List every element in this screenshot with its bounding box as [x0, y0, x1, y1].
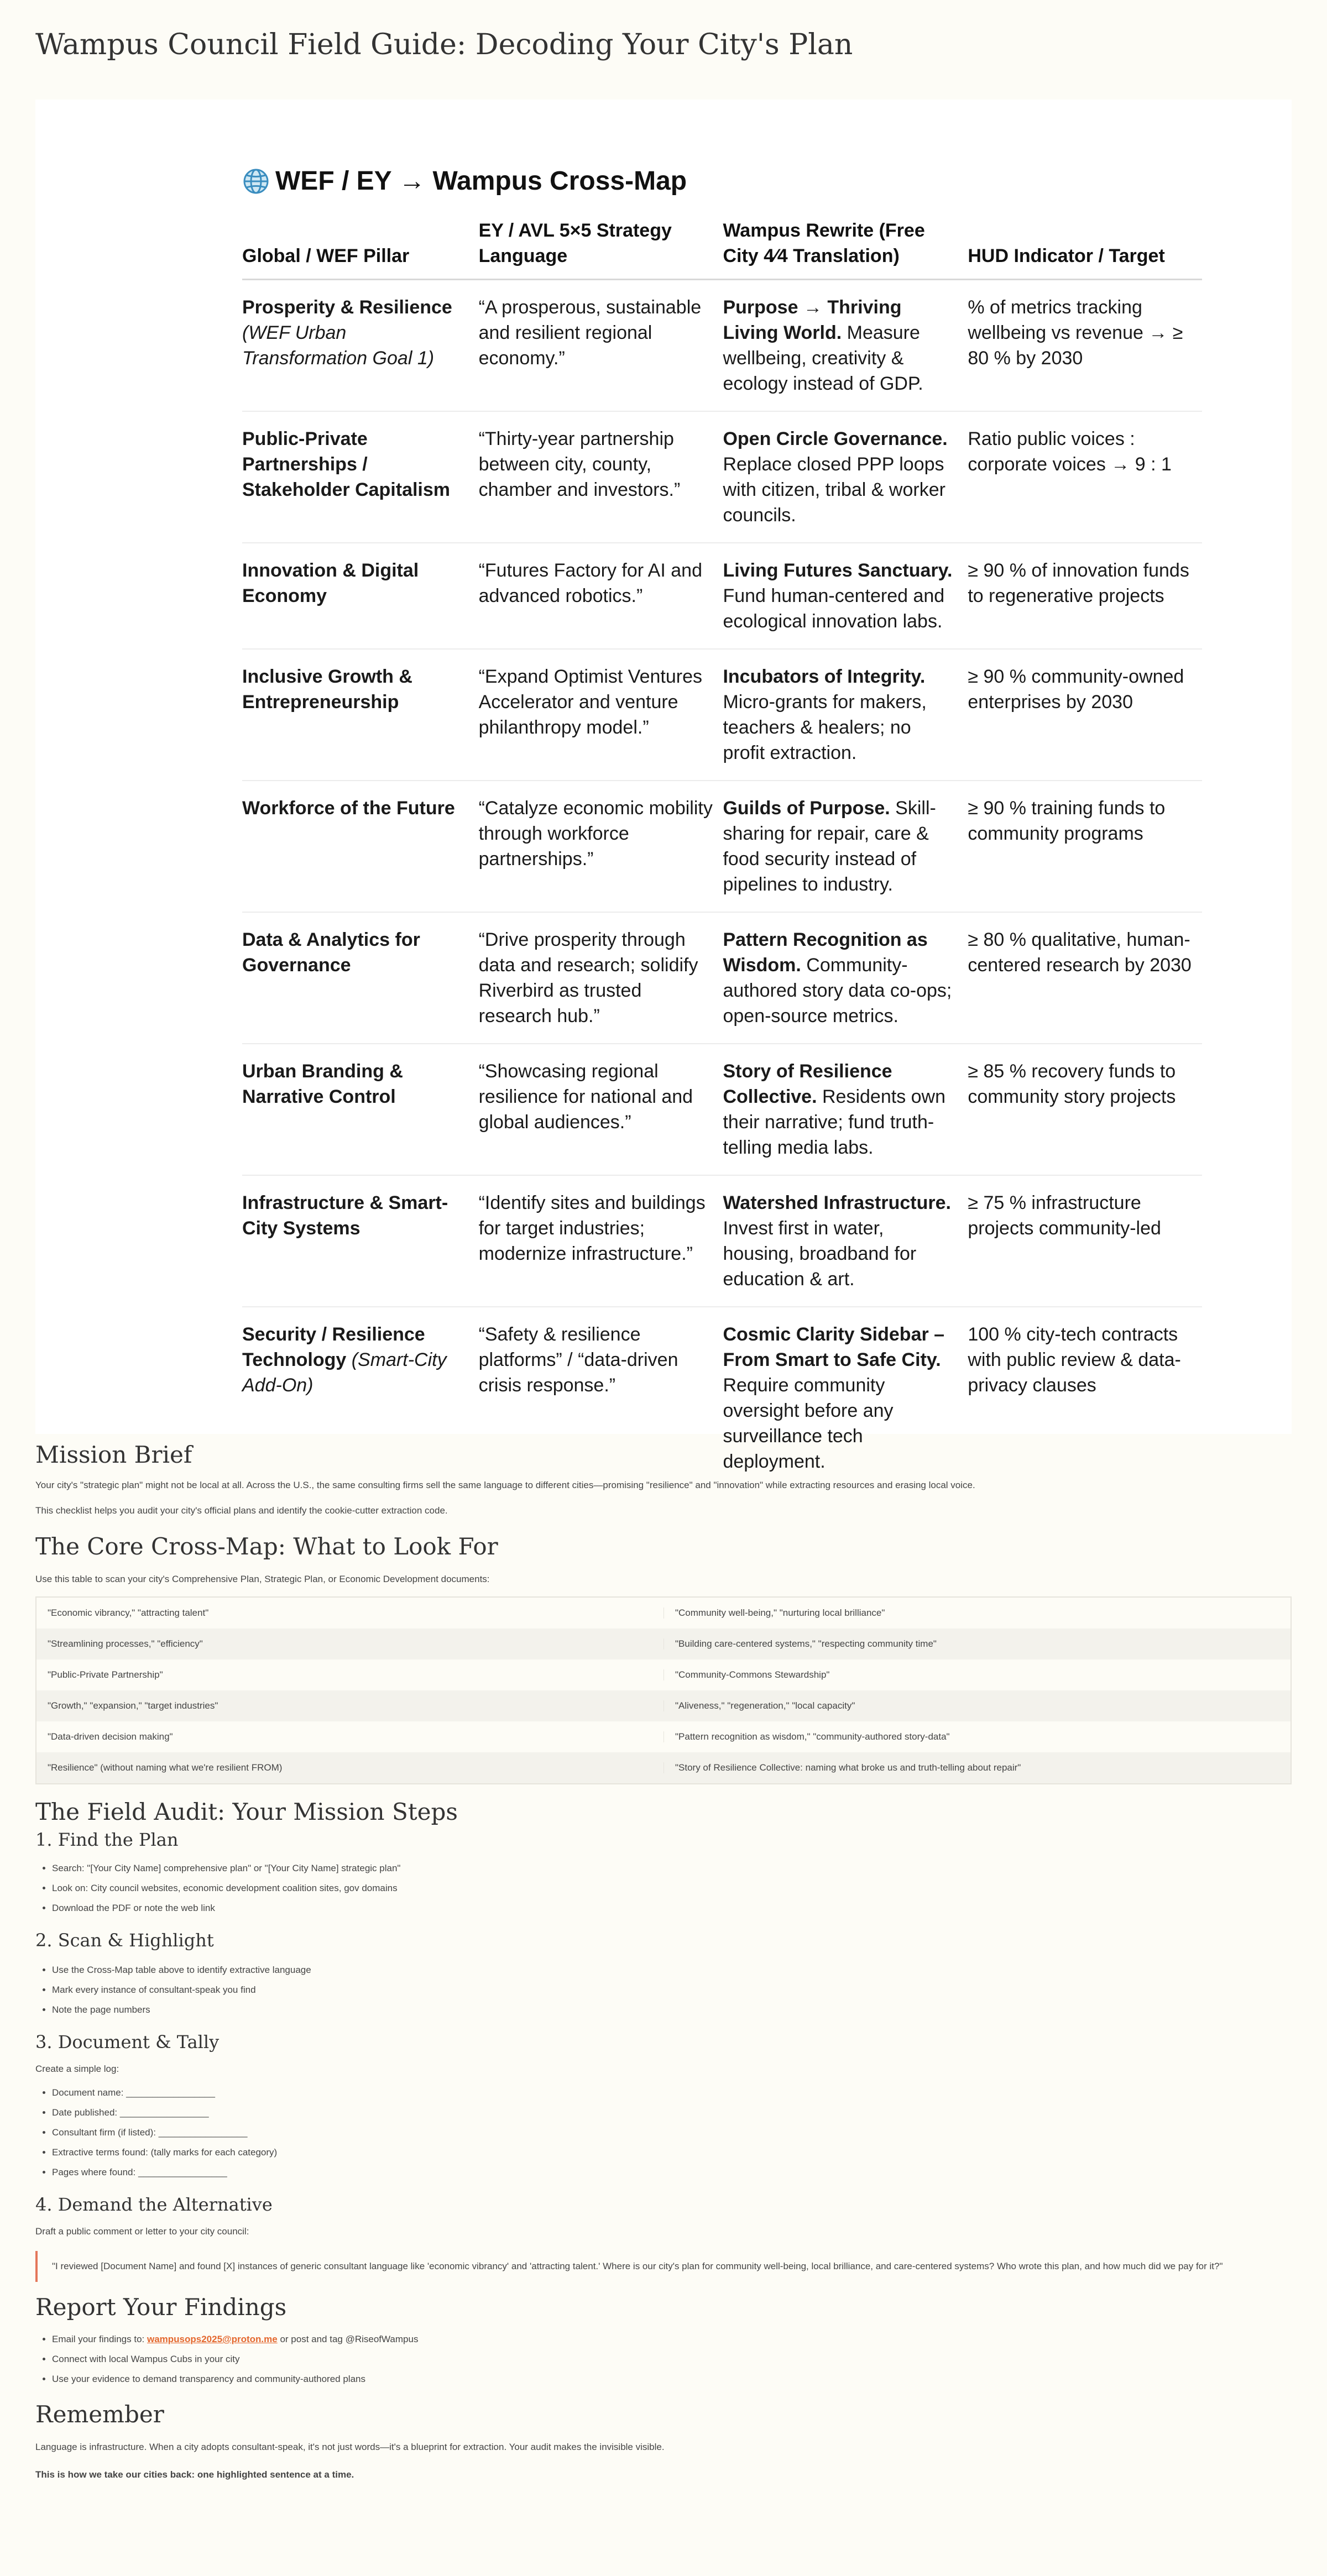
rewrite-cell: [723, 781, 968, 912]
ey-language-cell: “A prosperous, sustainable and resilient regional economy.”: [479, 280, 723, 412]
rewrite-body: Replace closed PPP loops with citizen, tribal & worker councils.: [723, 454, 945, 526]
extractive-term-cell: "Economic vibrancy," "attracting talent": [48, 1608, 209, 1618]
report-list: [35, 2329, 1292, 2389]
rewrite-body: Fund human-centered and ecological innovation labs.: [723, 585, 945, 632]
list-item: [52, 2329, 1292, 2349]
report-findings: [35, 2292, 1292, 2389]
ey-language-cell: “Expand Optimist Ventures Accelerator and venture philanthropy model.”: [479, 649, 723, 781]
ey-language-cell: “Catalyze economic mobility through workforce partnerships.”: [479, 781, 723, 912]
extractive-term-cell: "Streamlining processes," "efficiency": [48, 1638, 203, 1649]
table-row: [36, 1598, 1291, 1629]
pillar-cell: [242, 411, 479, 543]
list-item: • Note the page numbers: [52, 2000, 1292, 2020]
pillar-cell: [242, 781, 479, 912]
rewrite-heading: Purpose → Thriving Living World.: [723, 297, 902, 343]
hud-target-cell: % of metrics tracking wellbeing vs revenue → ≥ 80 % by 2030: [968, 280, 1202, 412]
rewrite-heading: Guilds of Purpose.: [723, 798, 890, 819]
extractive-term-cell: "Growth," "expansion," "target industries": [48, 1700, 218, 1711]
mission-paragraph: Your city's "strategic plan" might not be local at all. Across the U.S., the same consulting firms sell the same language to different cities—promising "resilience" and "innovation" while extracting resources and erasing local voice.: [35, 1480, 975, 1490]
report-heading: Report Your Findings: [35, 2294, 287, 2321]
hud-target-cell: ≥ 75 % infrastructure projects community-led: [968, 1175, 1202, 1307]
ey-language-cell: “Thirty-year partnership between city, county, chamber and investors.”: [479, 411, 723, 543]
rewrite-heading: Cosmic Clarity Sidebar – From Smart to Safe City.: [723, 1324, 945, 1370]
crossmap-header-row: [242, 218, 1202, 280]
pillar-name: Workforce of the Future: [242, 798, 455, 819]
rewrite-cell: [723, 912, 968, 1044]
step1-list: [35, 1858, 1292, 1918]
crossmap-table: [242, 218, 1202, 1489]
pillar-name: Innovation & Digital Economy: [242, 560, 419, 606]
core-crossmap: [35, 1531, 1292, 1784]
field-audit: [35, 1797, 1292, 2282]
rewrite-cell: [723, 280, 968, 412]
crossmap-row: [242, 649, 1202, 781]
list-item: • Extractive terms found: (tally marks for each category): [52, 2143, 1292, 2163]
pillar-name: Security / Resilience Technology: [242, 1324, 425, 1370]
step3-list: [35, 2083, 1292, 2182]
mission-paragraph: This checklist helps you audit your city's official plans and identify the cookie-cutter extraction code.: [35, 1505, 448, 1516]
extractive-term-cell: "Resilience" (without naming what we're resilient FROM): [48, 1762, 283, 1773]
ey-language-cell: “Safety & resilience platforms” / “data-driven crisis response.”: [478, 1324, 678, 1396]
hud-target-cell: ≥ 85 % recovery funds to community story projects: [968, 1044, 1202, 1175]
pillar-note: (Smart-City Add-On): [242, 1349, 447, 1396]
wampus-term-cell: "Community well-being," "nurturing local brilliance": [663, 1608, 1291, 1619]
ey-language-cell: “Drive prosperity through data and research; solidify Riverbird as trusted research hub.”: [479, 912, 723, 1044]
email-prefix: Email your findings to:: [52, 2334, 147, 2344]
table-row: [36, 1752, 1291, 1783]
globe-icon: [242, 167, 270, 195]
table-row: [36, 1629, 1291, 1659]
pillar-name: Public-Private Partnerships / Stakeholder Capitalism: [242, 428, 451, 500]
pillar-name: Data & Analytics for Governance: [242, 929, 420, 976]
wampus-term-cell: "Story of Resilience Collective: naming what broke us and truth-telling about repair": [663, 1762, 1291, 1773]
audit-heading: The Field Audit: Your Mission Steps: [35, 1798, 458, 1825]
rewrite-body: Skill-sharing for repair, care & food security instead of pipelines to industry.: [723, 798, 936, 895]
crossmap-row: [242, 1044, 1202, 1175]
rewrite-heading: Incubators of Integrity.: [723, 666, 926, 687]
step4-intro: Draft a public comment or letter to your city council:: [35, 2226, 249, 2237]
step3-intro: Create a simple log:: [35, 2064, 119, 2074]
pillar-note: (WEF Urban Transformation Goal 1): [242, 322, 435, 369]
list-item: • Use the Cross-Map table above to identify extractive language: [52, 1960, 1292, 1980]
column-header: Wampus Rewrite (Free City 4⁄4 Translation): [723, 218, 968, 280]
hud-target-cell: 100 % city-tech contracts with public review & data-privacy clauses: [968, 1324, 1181, 1396]
hud-target-cell: ≥ 80 % qualitative, human-centered research by 2030: [968, 912, 1202, 1044]
core-table: [35, 1596, 1292, 1784]
crossmap-row: [242, 411, 1202, 543]
step-heading: 1. Find the Plan: [35, 1829, 179, 1850]
step-heading: 2. Scan & Highlight: [35, 1930, 214, 1951]
rewrite-heading: Open Circle Governance.: [723, 428, 948, 449]
column-header: HUD Indicator / Target: [968, 218, 1202, 280]
pillar-cell: [242, 280, 479, 412]
rewrite-body: Measure wellbeing, creativity & ecology instead of GDP.: [723, 322, 923, 394]
mission-heading: Mission Brief: [35, 1441, 192, 1468]
step2-list: [35, 1960, 1292, 2020]
crossmap-body: [242, 280, 1202, 1489]
table-row: [36, 1721, 1291, 1752]
hud-target-cell: ≥ 90 % of innovation funds to regenerative projects: [968, 543, 1202, 649]
email-suffix: or post and tag @RiseofWampus: [277, 2334, 419, 2344]
extractive-term-cell: "Public-Private Partnership": [48, 1669, 163, 1680]
rewrite-body: Require community oversight before any surveillance tech deployment.: [723, 1375, 894, 1472]
remember-paragraph: Language is infrastructure. When a city adopts consultant-speak, it's not just words—it's a blueprint for extraction. Your audit makes the invisible visible.: [35, 2442, 665, 2452]
rewrite-body: Micro-grants for makers, teachers & healers; no profit extraction.: [723, 692, 927, 763]
pillar-cell: [242, 1044, 479, 1175]
step-heading: 3. Document & Tally: [35, 2032, 220, 2053]
hud-target-cell: ≥ 90 % training funds to community programs: [968, 781, 1202, 912]
remember-closing: This is how we take our cities back: one highlighted sentence at a time.: [35, 2469, 354, 2480]
rewrite-body: Residents own their narrative; fund truth-telling media labs.: [723, 1086, 946, 1158]
remember: [35, 2399, 1292, 2482]
rewrite-cell: [723, 649, 968, 781]
crossmap-row: [242, 781, 1202, 912]
step-heading: 4. Demand the Alternative: [35, 2194, 273, 2215]
wampus-term-cell: "Aliveness," "regeneration," "local capacity": [663, 1700, 1291, 1711]
crossmap-row: [242, 543, 1202, 649]
extractive-term-cell: "Data-driven decision making": [48, 1731, 173, 1742]
pillar-name: Prosperity & Resilience: [242, 297, 452, 318]
rewrite-body: Community-authored story data co-ops; open-source metrics.: [723, 955, 952, 1027]
rewrite-cell: [723, 543, 968, 649]
core-intro: Use this table to scan your city's Comprehensive Plan, Strategic Plan, or Economic Development documents:: [35, 1574, 490, 1584]
wampus-term-cell: "Pattern recognition as wisdom," "community-authored story-data": [663, 1731, 1291, 1742]
column-header: Global / WEF Pillar: [242, 218, 479, 280]
crossmap-row: [242, 1175, 1202, 1307]
rewrite-cell: [723, 1175, 968, 1307]
wampus-term-cell: "Community-Commons Stewardship": [663, 1669, 1291, 1680]
rewrite-body: Invest first in water, housing, broadband for education & art.: [723, 1218, 917, 1290]
mission-brief: [35, 1439, 1292, 1518]
core-heading: The Core Cross-Map: What to Look For: [35, 1533, 498, 1560]
rewrite-heading: Story of Resilience Collective.: [723, 1061, 892, 1107]
list-item: • Use your evidence to demand transparency and community-authored plans: [52, 2369, 1292, 2389]
column-header: EY / AVL 5×5 Strategy Language: [479, 218, 723, 280]
ey-language-cell: “Futures Factory for AI and advanced robotics.”: [479, 543, 723, 649]
crossmap-heading: [242, 165, 1292, 198]
pillar-name: Inclusive Growth & Entrepreneurship: [242, 666, 412, 713]
pillar-cell: [242, 649, 479, 781]
crossmap-row: [242, 280, 1202, 412]
list-item: • Download the PDF or note the web link: [52, 1898, 1292, 1918]
pillar-cell: [242, 543, 479, 649]
crossmap-row: [242, 912, 1202, 1044]
pillar-cell: [242, 1175, 479, 1307]
email-link[interactable]: wampusops2025@proton.me: [147, 2334, 278, 2344]
list-item: • Connect with local Wampus Cubs in your city: [52, 2349, 1292, 2369]
table-row: [36, 1659, 1291, 1690]
list-item: • Date published: _________________: [52, 2103, 1292, 2123]
list-item: • Look on: City council websites, economic development coalition sites, gov domains: [52, 1878, 1292, 1898]
rewrite-heading: Watershed Infrastructure.: [723, 1192, 951, 1213]
list-item: • Pages where found: _________________: [52, 2163, 1292, 2182]
pillar-name: Infrastructure & Smart-City Systems: [242, 1192, 448, 1239]
wampus-term-cell: "Building care-centered systems," "respecting community time": [663, 1638, 1291, 1650]
list-item: • Search: "[Your City Name] comprehensive plan" or "[Your City Name] strategic plan": [52, 1858, 1292, 1878]
rewrite-heading: Living Futures Sanctuary.: [723, 560, 953, 581]
crossmap-title: WEF / EY → Wampus Cross-Map: [275, 166, 687, 196]
list-item: • Consultant firm (if listed): _________________: [52, 2123, 1292, 2143]
hud-target-cell: ≥ 90 % community-owned enterprises by 2030: [968, 649, 1202, 781]
page-title: Wampus Council Field Guide: Decoding Your City's Plan: [35, 28, 853, 61]
ey-language-cell: “Identify sites and buildings for target industries; modernize infrastructure.”: [479, 1175, 723, 1307]
pillar-cell: [242, 912, 479, 1044]
pillar-name: Urban Branding & Narrative Control: [242, 1061, 403, 1107]
ey-language-cell: “Showcasing regional resilience for national and global audiences.”: [479, 1044, 723, 1175]
rewrite-cell: [723, 411, 968, 543]
rewrite-heading: Pattern Recognition as Wisdom.: [723, 929, 928, 976]
remember-heading: Remember: [35, 2401, 164, 2428]
sample-letter-quote: "I reviewed [Document Name] and found [X] instances of generic consultant language like 'economic vibrancy' and 'attracting talent.' Where is our city's plan for community well-being, local brilliance, and care-centered systems? Who wrote this plan, and how much did we pay for it?": [35, 2251, 1274, 2282]
hud-target-cell: Ratio public voices : corporate voices → 9 : 1: [968, 411, 1202, 543]
table-row: [36, 1690, 1291, 1721]
rewrite-cell: [723, 1044, 968, 1175]
list-item: • Document name: _________________: [52, 2083, 1292, 2103]
list-item: • Mark every instance of consultant-speak you find: [52, 1980, 1292, 2000]
